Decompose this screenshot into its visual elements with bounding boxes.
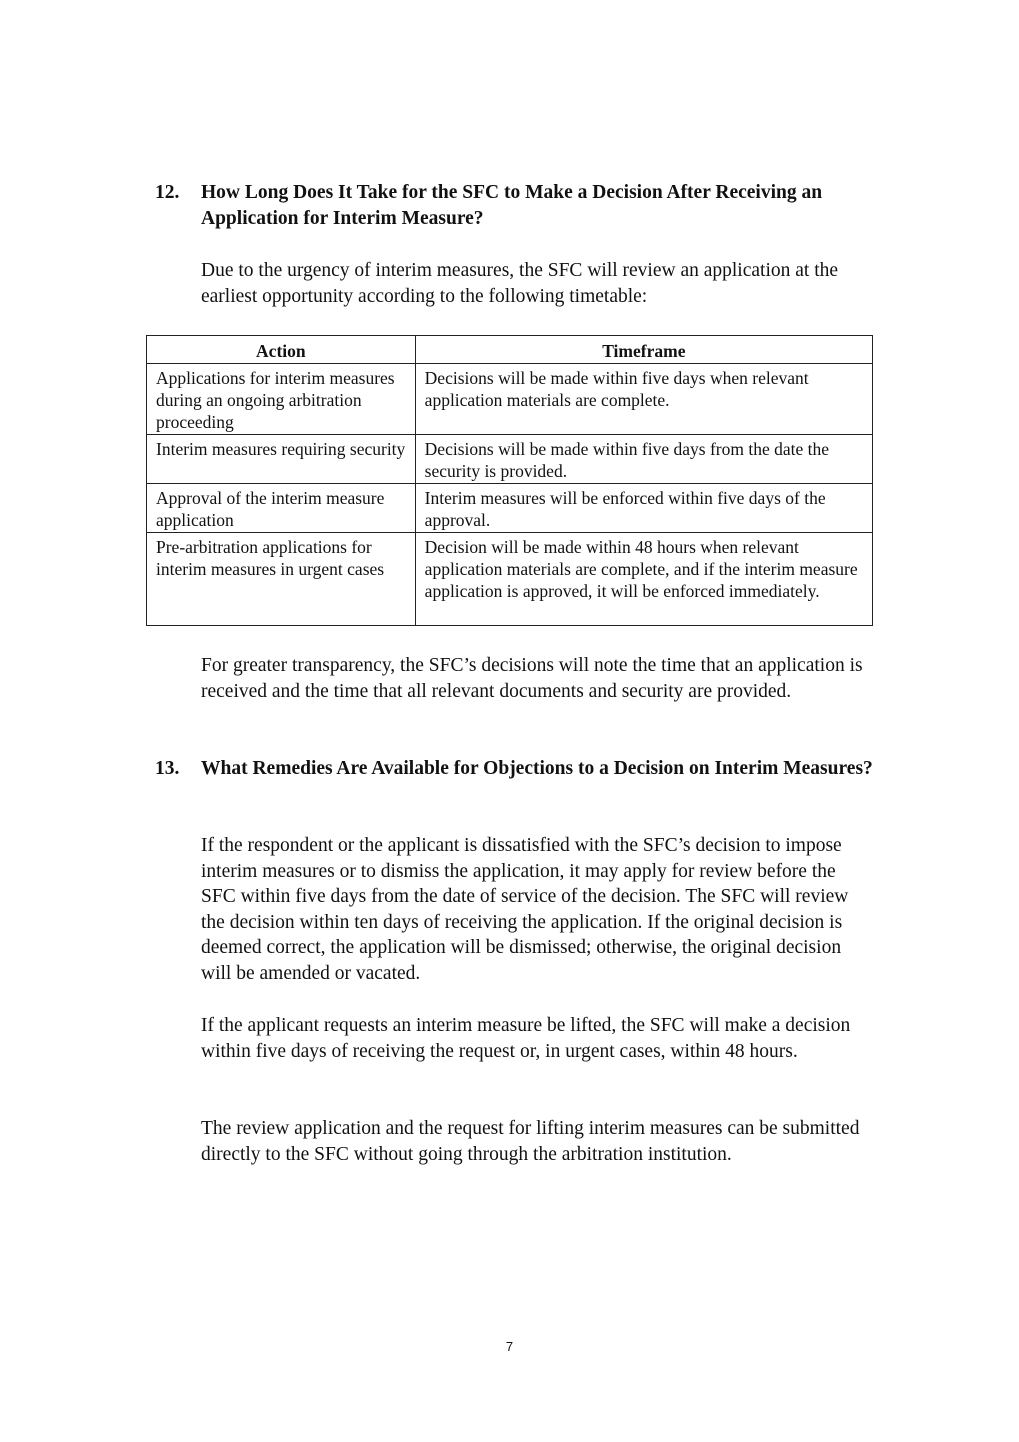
section-13-paragraph-lifting: If the applicant requests an interim measure be lifted, the SFC will make a decision within five days of receiving the request or, in urgent cases, within 48 hours. [201, 1015, 851, 1062]
table-row [147, 435, 873, 484]
table-cell-action: Pre-arbitration applications for interim measures in urgent cases [147, 533, 416, 626]
table-row [147, 484, 873, 533]
table-row [147, 533, 873, 626]
section-13-title: What Remedies Are Available for Objections to a Decision on Interim Measures? [201, 758, 873, 779]
section-12-intro: Due to the urgency of interim measures, the SFC will review an application at the earliest opportunity according to the following timetable: [201, 260, 839, 307]
table-cell-timeframe: Decision will be made within 48 hours when relevant application materials are complete, and if the interim measure application is approved, it will be enforced immediately. [415, 533, 872, 626]
table-cell-action: Approval of the interim measure application [147, 484, 416, 533]
table-cell-timeframe: Interim measures will be enforced within five days of the approval. [415, 484, 872, 533]
section-12-transparency-note: For greater transparency, the SFC’s decisions will note the time that an application is received and the time that all relevant documents and security are provided. [201, 655, 863, 702]
timetable-header-row [147, 336, 873, 364]
page-number: 7 [505, 1339, 514, 1354]
section-13-paragraph-review: If the respondent or the applicant is dissatisfied with the SFC’s decision to impose interim measures or to dismiss the application, it may apply for review before the SFC within five days from the date of service of the decision. The SFC will review the decision within ten days of receiving the application. If the original decision is deemed correct, the application will be dismissed; otherwise, the original decision will be amended or vacated. [201, 835, 849, 984]
table-cell-timeframe: Decisions will be made within five days when relevant application materials are complete. [415, 364, 872, 435]
timetable [146, 335, 873, 626]
section-13-number: 13. [155, 758, 180, 779]
timetable-header-timeframe: Timeframe [415, 336, 872, 364]
section-12-title: How Long Does It Take for the SFC to Make a Decision After Receiving an Application for Interim Measure? [201, 182, 823, 229]
section-12-number: 12. [155, 182, 180, 203]
table-cell-timeframe: Decisions will be made within five days from the date the security is provided. [415, 435, 872, 484]
table-cell-action: Applications for interim measures during an ongoing arbitration proceeding [147, 364, 416, 435]
timetable-header-action: Action [147, 336, 416, 364]
section-13-paragraph-submission: The review application and the request for lifting interim measures can be submitted directly to the SFC without going through the arbitration institution. [201, 1118, 860, 1165]
table-cell-action: Interim measures requiring security [147, 435, 416, 484]
table-row [147, 364, 873, 435]
